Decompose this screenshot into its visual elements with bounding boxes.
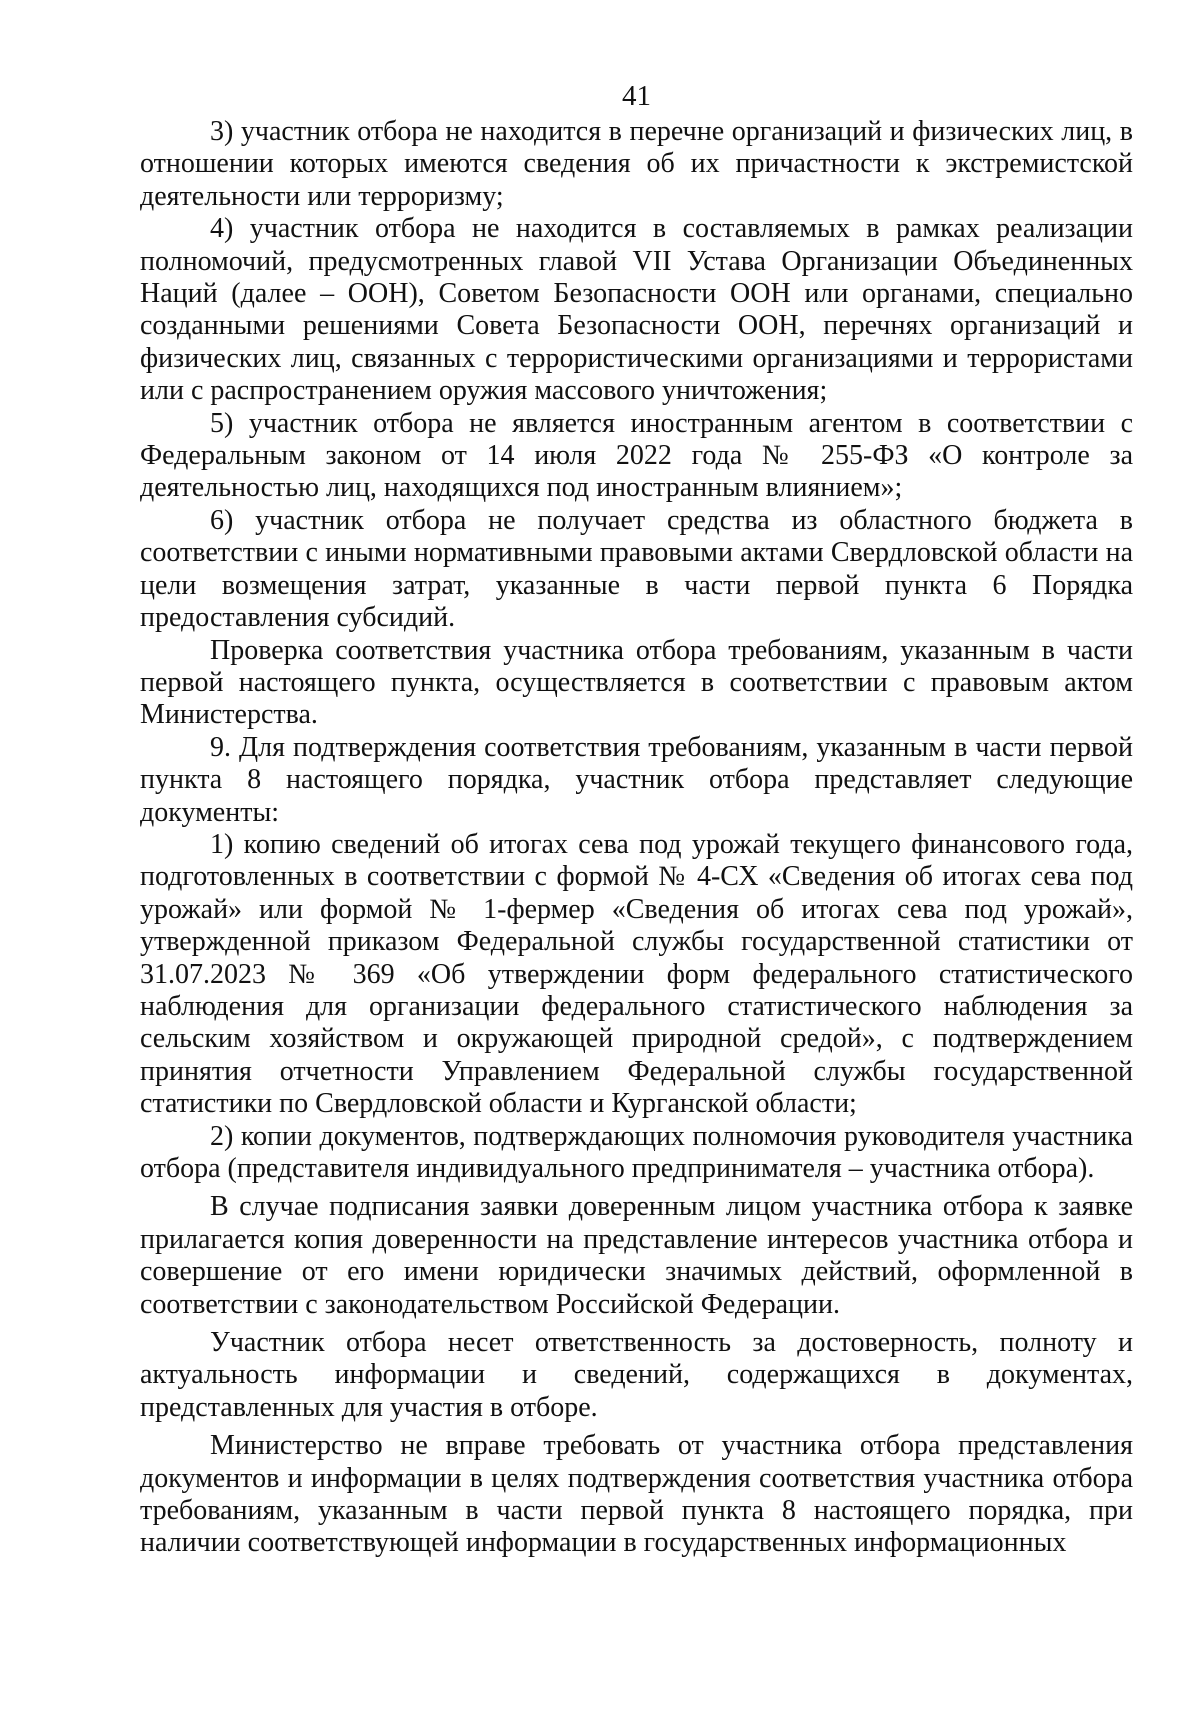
paragraph-clause-9: 9. Для подтверждения соответствия требованиям, указанным в части первой пункта 8 настоящего порядка, участник отбора представляет следующие документы:	[140, 731, 1133, 828]
paragraph-doc-1: 1) копию сведений об итогах сева под урожай текущего финансового года, подготовленных в соответствии с формой № 4-СХ «Сведения об итогах сева под урожай» или формой № 1-фермер «Сведения об итогах сева под урожай», утвержденной приказом Федеральной службы государственной статистики от 31.07.2023 № 369 «Об утверждении форм федерального статистического наблюдения для организации федерального статистического наблюдения за сельским хозяйством и окружающей природной средой», с подтверждением принятия отчетности Управлением Федеральной службы государственной статистики по Свердловской области и Курганской области;	[140, 828, 1133, 1120]
paragraph-item-4: 4) участник отбора не находится в составляемых в рамках реализации полномочий, предусмотренных главой VII Устава Организации Объединенных Наций (далее – ООН), Советом Безопасности ООН или органами, специально созданными решениями Совета Безопасности ООН, перечнях организаций и физических лиц, связанных с террористическими организациями и террористами или с распространением оружия массового уничтожения;	[140, 213, 1133, 407]
paragraph-item-5: 5) участник отбора не является иностранным агентом в соответствии с Федеральным законом от 14 июля 2022 года № 255-ФЗ «О контроле за деятельностью лиц, находящихся под иностранным влиянием»;	[140, 407, 1133, 504]
paragraph-item-6: 6) участник отбора не получает средства из областного бюджета в соответствии с иными нормативными правовыми актами Свердловской области на цели возмещения затрат, указанные в части первой пункта 6 Порядка предоставления субсидий.	[140, 504, 1133, 634]
document-page	[140, 78, 1133, 1678]
paragraph-verification: Проверка соответствия участника отбора требованиям, указанным в части первой настоящего пункта, осуществляется в соответствии с правовым актом Министерства.	[140, 634, 1133, 731]
paragraph-ministry: Министерство не вправе требовать от участника отбора представления документов и информации в целях подтверждения соответствия участника отбора требованиям, указанным в части первой пункта 8 настоящего порядка, при наличии соответствующей информации в государственных информационных	[140, 1430, 1133, 1559]
paragraph-doc-2: 2) копии документов, подтверждающих полномочия руководителя участника отбора (представителя индивидуального предпринимателя – участника отбора).	[140, 1120, 1133, 1184]
paragraph-power-of-attorney: В случае подписания заявки доверенным лицом участника отбора к заявке прилагается копия доверенности на представление интересов участника отбора и совершение от его имени юридически значимых действий, оформленной в соответствии с законодательством Российской Федерации.	[140, 1191, 1133, 1320]
page-number: 41	[622, 80, 651, 112]
paragraph-item-3: 3) участник отбора не находится в перечне организаций и физических лиц, в отношении которых имеются сведения об их причастности к экстремистской деятельности или терроризму;	[140, 116, 1133, 212]
paragraph-responsibility: Участник отбора несет ответственность за достоверность, полноту и актуальность информации и сведений, содержащихся в документах, представленных для участия в отборе.	[140, 1327, 1133, 1423]
